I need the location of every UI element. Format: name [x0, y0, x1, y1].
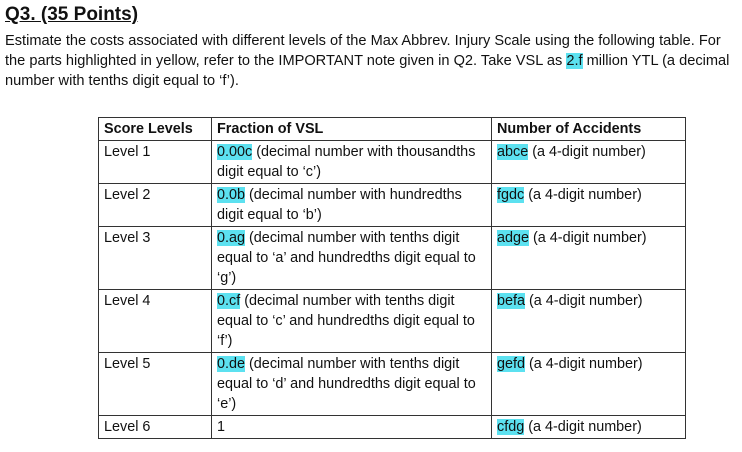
accidents-code-highlight: befa: [497, 293, 526, 309]
accidents-code-highlight: adge: [497, 230, 530, 246]
accidents-description: (a 4-digit number): [525, 293, 643, 309]
fraction-code-highlight: 0.ag: [217, 230, 246, 246]
table-row: [99, 290, 686, 353]
accidents-cell: [492, 353, 686, 416]
accidents-code-highlight: abce: [497, 144, 529, 160]
header-score-levels: Score Levels: [99, 118, 212, 141]
level-cell: Level 4: [99, 290, 212, 353]
fraction-description: (decimal number with hundredths digit equal to ‘b’): [217, 187, 462, 223]
fraction-description: (decimal number with tenths digit equal to ‘d’ and hundredths digit equal to ‘e’): [217, 356, 476, 412]
accidents-description: (a 4-digit number): [529, 230, 647, 246]
fraction-cell: [212, 353, 492, 416]
table-row: [99, 353, 686, 416]
level-cell: Level 6: [99, 416, 212, 439]
intro-text-part-1: Estimate the costs associated with different levels of the Max Abbrev. Injury Scale using the following table. For the parts highlighted in yellow, refer to the IMPORTANT note given in Q2. Take VSL as: [5, 33, 721, 69]
header-number-of-accidents: Number of Accidents: [492, 118, 686, 141]
accidents-description: (a 4-digit number): [525, 356, 643, 372]
level-cell: Level 2: [99, 184, 212, 227]
fraction-description: (decimal number with thousandths digit equal to ‘c’): [217, 144, 476, 180]
table-row: [99, 184, 686, 227]
fraction-description: (decimal number with tenths digit equal to ‘c’ and hundredths digit equal to ‘f’): [217, 293, 475, 349]
header-fraction-of-vsl: Fraction of VSL: [212, 118, 492, 141]
accidents-cell: [492, 184, 686, 227]
fraction-code-highlight: 0.de: [217, 356, 246, 372]
accidents-code-highlight: fgdc: [497, 187, 525, 203]
fraction-cell: [212, 141, 492, 184]
intro-text-part-2: million YTL (a decimal number with tenths digit equal to ‘f’).: [5, 53, 730, 89]
accidents-cell: [492, 141, 686, 184]
fraction-cell: [212, 416, 492, 439]
fraction-code-highlight: 0.00c: [217, 144, 253, 160]
question-intro: [5, 31, 739, 91]
accidents-cell: [492, 290, 686, 353]
fraction-code-highlight: 0.0b: [217, 187, 246, 203]
accidents-code-highlight: gefd: [497, 356, 526, 372]
accidents-cell: [492, 416, 686, 439]
fraction-value: 1: [217, 419, 226, 435]
fraction-cell: [212, 184, 492, 227]
table-row: [99, 416, 686, 439]
fraction-cell: [212, 227, 492, 290]
table-row: [99, 227, 686, 290]
fraction-code-highlight: 0.cf: [217, 293, 241, 309]
fraction-cell: [212, 290, 492, 353]
question-title: Q3. (35 Points): [5, 4, 139, 25]
accidents-description: (a 4-digit number): [524, 187, 642, 203]
accidents-code-highlight: cfdg: [497, 419, 525, 435]
accidents-description: (a 4-digit number): [528, 144, 646, 160]
accidents-cell: [492, 227, 686, 290]
level-cell: Level 1: [99, 141, 212, 184]
table-header-row: [99, 118, 686, 141]
accidents-description: (a 4-digit number): [524, 419, 642, 435]
vsl-highlight: 2.f: [566, 53, 583, 69]
injury-scale-table: [98, 117, 686, 439]
level-cell: Level 3: [99, 227, 212, 290]
table-row: [99, 141, 686, 184]
fraction-description: (decimal number with tenths digit equal to ‘a’ and hundredths digit equal to ‘g’): [217, 230, 476, 286]
level-cell: Level 5: [99, 353, 212, 416]
